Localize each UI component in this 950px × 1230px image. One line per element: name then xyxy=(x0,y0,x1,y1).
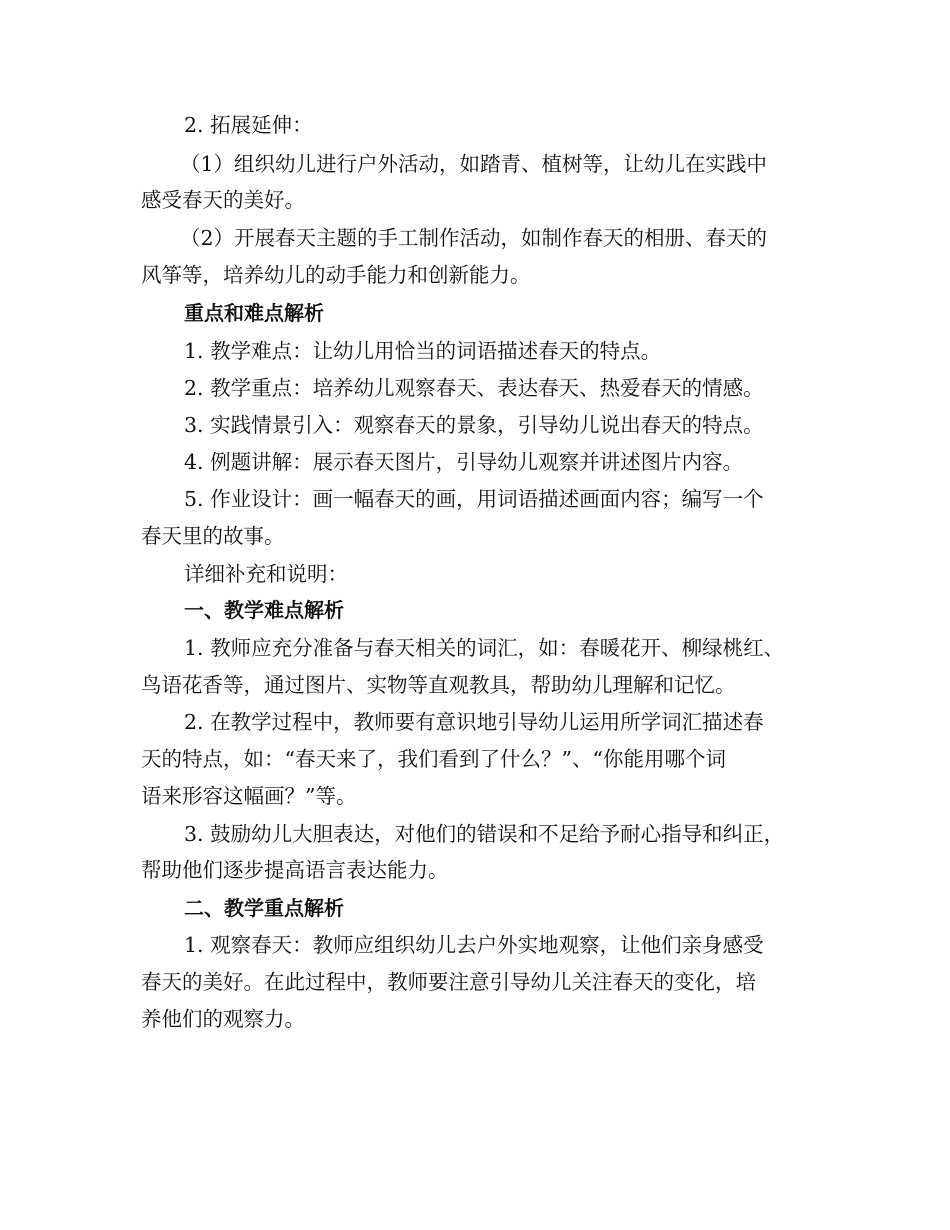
text-line: 语来形容这幅画？”等。 xyxy=(141,784,357,808)
text-line-detail-heading: 详细补充和说明： xyxy=(184,562,348,586)
text-line: 1. 观察春天：教师应组织幼儿去户外实地观察，让他们亲身感受 xyxy=(184,933,764,957)
text-line: 1. 教师应充分准备与春天相关的词汇，如：春暖花开、柳绿桃红、 xyxy=(184,636,785,660)
text-line: 春天里的故事。 xyxy=(141,524,285,548)
text-line-extension-heading: 2. 拓展延伸： xyxy=(184,113,313,137)
text-line: 5. 作业设计：画一幅春天的画，用词语描述画面内容；编写一个 xyxy=(184,487,764,511)
text-line: （1）组织幼儿进行户外活动，如踏青、植树等，让幼儿在实践中 xyxy=(180,152,768,176)
text-line: 鸟语花香等，通过图片、实物等直观教具，帮助幼儿理解和记忆。 xyxy=(141,673,736,697)
text-line: 4. 例题讲解：展示春天图片，引导幼儿观察并讲述图片内容。 xyxy=(184,450,744,474)
text-line: 3. 实践情景引入：观察春天的景象，引导幼儿说出春天的特点。 xyxy=(184,413,764,437)
text-line: 2. 在教学过程中，教师要有意识地引导幼儿运用所学词汇描述春 xyxy=(184,710,764,734)
text-line: 春天的美好。在此过程中，教师要注意引导幼儿关注春天的变化，培 xyxy=(141,970,756,994)
section-heading-key-points: 重点和难点解析 xyxy=(184,301,324,325)
text-line: 天的特点，如：“春天来了，我们看到了什么？”、“你能用哪个词 xyxy=(141,747,726,771)
text-line: （2）开展春天主题的手工制作活动，如制作春天的相册、春天的 xyxy=(180,226,768,250)
text-line: 风筝等，培养幼儿的动手能力和创新能力。 xyxy=(141,263,531,287)
text-line: 帮助他们逐步提高语言表达能力。 xyxy=(141,858,449,882)
text-line: 养他们的观察力。 xyxy=(141,1007,305,1031)
text-line: 3. 鼓励幼儿大胆表达，对他们的错误和不足给予耐心指导和纠正， xyxy=(184,822,785,846)
text-line: 1. 教学难点：让幼儿用恰当的词语描述春天的特点。 xyxy=(184,339,662,363)
text-line: 2. 教学重点：培养幼儿观察春天、表达春天、热爱春天的情感。 xyxy=(184,376,764,400)
text-line: 感受春天的美好。 xyxy=(141,188,305,212)
section-heading-focus: 二、教学重点解析 xyxy=(184,896,344,920)
section-heading-difficulty: 一、教学难点解析 xyxy=(184,598,344,622)
